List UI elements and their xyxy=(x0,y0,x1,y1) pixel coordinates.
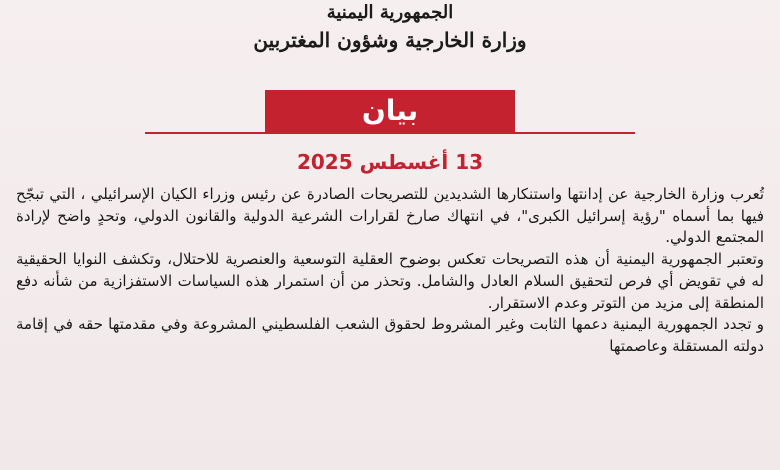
letterhead-ministry: وزارة الخارجية وشؤون المغتربين xyxy=(253,28,527,52)
letterhead-country: الجمهورية اليمنية xyxy=(326,2,454,23)
paragraph-warning: وتعتبر الجمهورية اليمنية أن هذه التصريحات تعكس بوضوح العقلية التوسعية والعنصرية للاحتلال، وتكشف النوايا الحقيقية له في تقويض أي فرص لتحقيق السلام العادل والشامل. وتحذر من أن استمرار هذه السياسات الاستفزازية من شأنه دفع المنطقة إلى مزيد من التوتر وعدم الاستقرار. xyxy=(16,250,764,312)
letterhead xyxy=(0,0,780,62)
paragraph-condemnation: تُعرب وزارة الخارجية عن إدانتها واستنكارها الشديدين للتصريحات الصادرة عن رئيس وزراء الكيان الإسرائيلي ، التي تبجّح فيها بما أسماه "رؤية إسرائيل الكبرى"، في انتهاك صارخ لقرارات الشرعية الدولية والقانون الدولي، وتحدٍ واضح لإرادة المجتمع الدولي. xyxy=(16,185,764,247)
title-divider xyxy=(145,132,635,134)
paragraph-support: و تجدد الجمهورية اليمنية دعمها الثابت وغير المشروط لحقوق الشعب الفلسطيني المشروعة وفي مقدمتها حقه في إقامة دولته المستقلة وعاصمتها xyxy=(16,315,764,355)
statement-body xyxy=(16,184,764,358)
statement-title: بيان xyxy=(265,90,515,132)
statement-date: 13 أغسطس 2025 xyxy=(296,150,484,174)
